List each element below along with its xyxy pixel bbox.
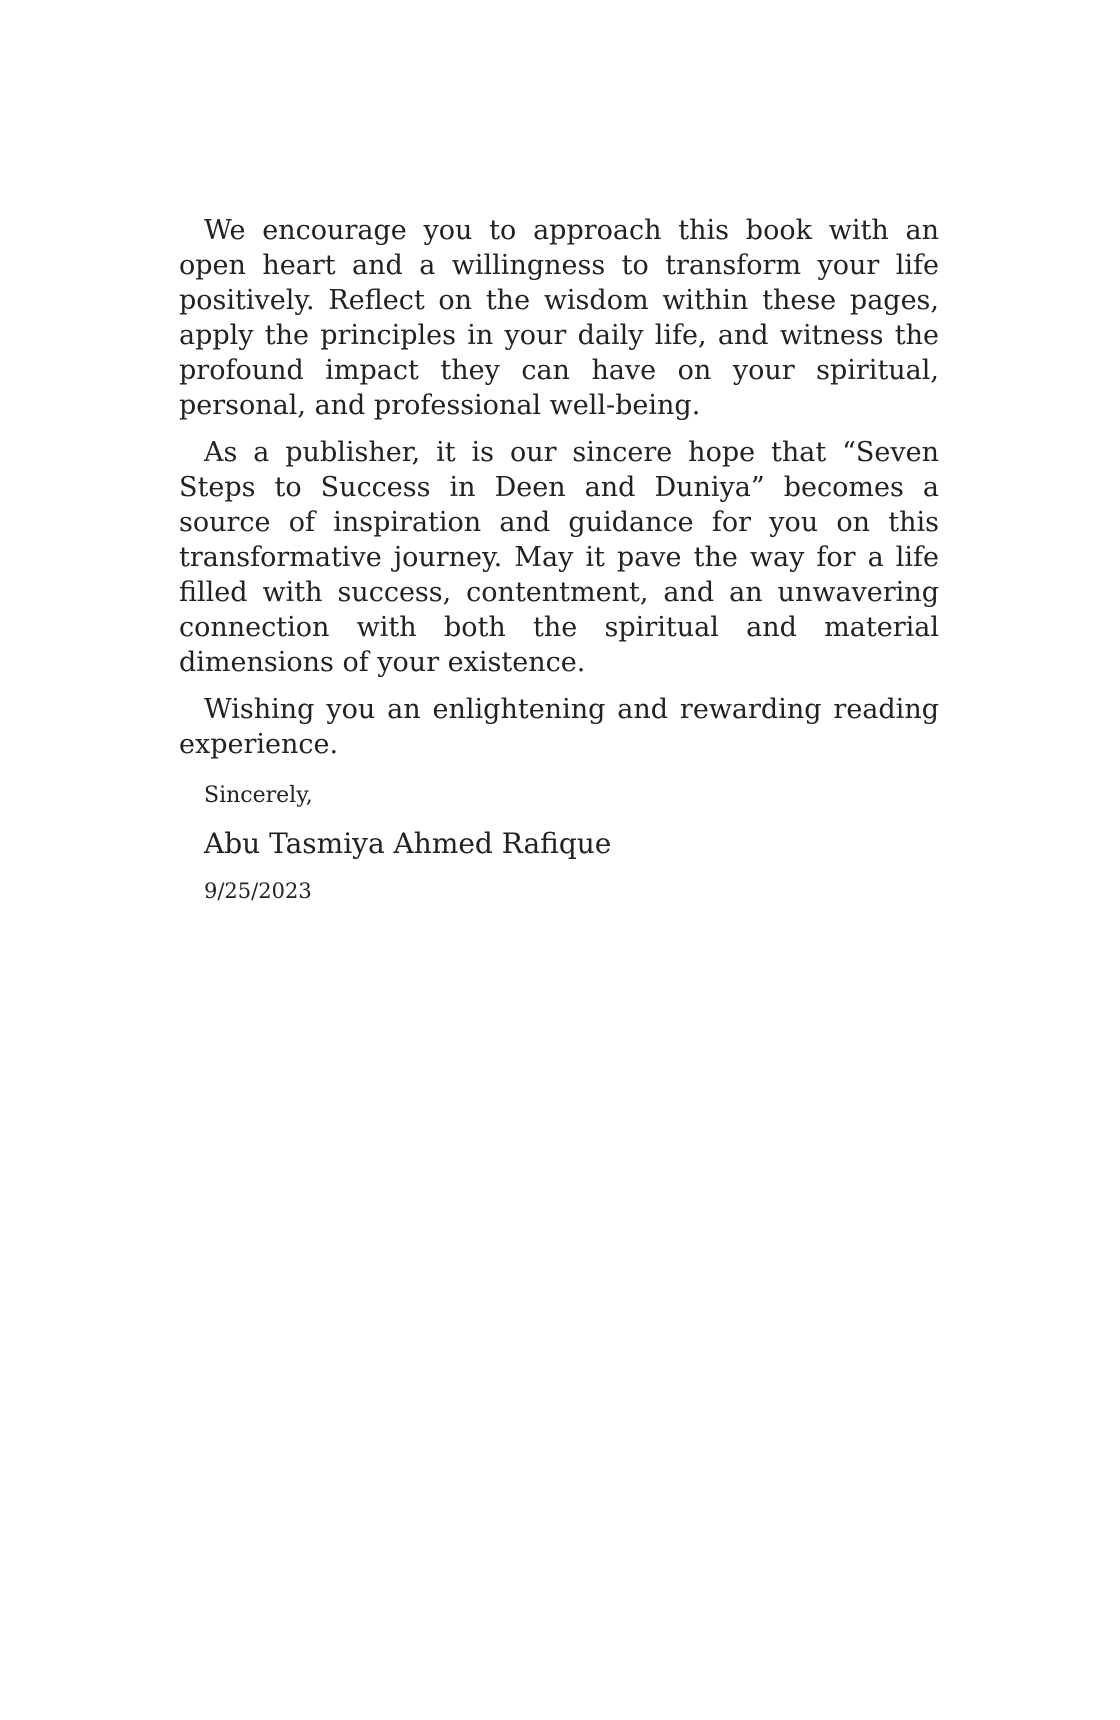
closing-date: 9/25/2023 bbox=[204, 879, 312, 903]
paragraph-1: We encourage you to approach this book with an open heart and a willingness to transform your life positively. Reflect on the wisdom within these pages, apply the principles in your daily life, and witness the profound impact they can have on your spiritual, personal, and professional well-being. bbox=[179, 215, 939, 421]
paragraph-2: As a publisher, it is our sincere hope that “Seven Steps to Success in Deen and Duniya” becomes a source of inspiration and guidance for you on this transformative journey. May it pave the way for a life filled with success, contentment, and an unwavering connection with both the spiritual and material dimensions of your existence. bbox=[179, 437, 939, 678]
closing-salutation: Sincerely, bbox=[204, 783, 313, 808]
signer-name: Abu Tasmiya Ahmed Rafique bbox=[204, 827, 612, 860]
paragraph-3: Wishing you an enlightening and rewarding reading experience. bbox=[179, 694, 939, 760]
body-text bbox=[179, 213, 939, 774]
closing-block bbox=[204, 780, 611, 906]
